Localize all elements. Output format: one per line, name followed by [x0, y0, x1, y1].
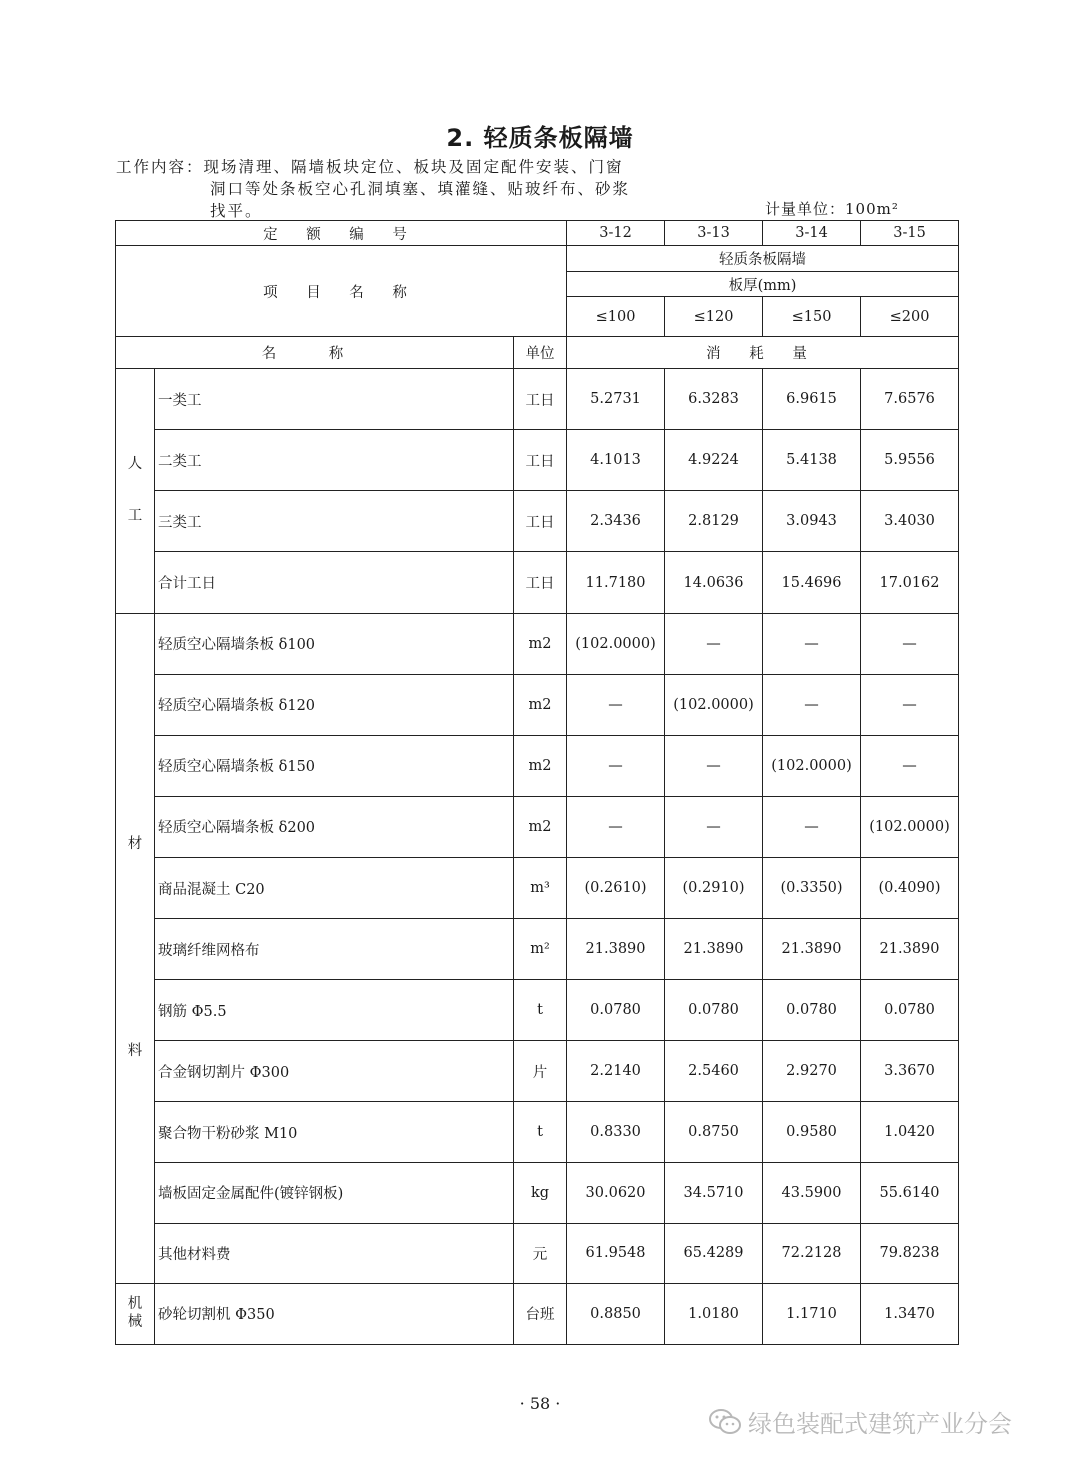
item-value: (102.0000)	[763, 735, 861, 796]
work-content	[116, 156, 630, 222]
item-value: (0.2910)	[665, 857, 763, 918]
item-value: 3.3670	[861, 1041, 959, 1102]
item-name: 砂轮切割机 Φ350	[155, 1283, 514, 1344]
item-name: 合金钢切割片 Φ300	[155, 1041, 514, 1102]
item-value: 0.0780	[665, 980, 763, 1041]
item-value: 0.8750	[665, 1102, 763, 1163]
thickness-value: ≤200	[861, 297, 959, 337]
item-unit: 工日	[514, 369, 567, 430]
item-name: 聚合物干粉砂浆 M10	[155, 1102, 514, 1163]
item-value: 21.3890	[567, 919, 665, 980]
item-value: 17.0162	[861, 552, 959, 613]
item-value: (102.0000)	[567, 613, 665, 674]
wechat-icon	[708, 1408, 742, 1436]
item-value: 21.3890	[763, 919, 861, 980]
watermark	[708, 1404, 1012, 1439]
item-value: 0.0780	[567, 980, 665, 1041]
item-unit: t	[514, 980, 567, 1041]
item-value: 6.9615	[763, 369, 861, 430]
item-name: 三类工	[155, 491, 514, 552]
item-name: 轻质空心隔墙条板 δ150	[155, 735, 514, 796]
item-value: —	[567, 735, 665, 796]
measure-unit: 计量单位：100m²	[765, 200, 899, 218]
item-value: 7.6576	[861, 369, 959, 430]
item-value: 11.7180	[567, 552, 665, 613]
item-value: (102.0000)	[665, 674, 763, 735]
item-value: 0.0780	[861, 980, 959, 1041]
table-row	[116, 980, 959, 1041]
item-value: 6.3283	[665, 369, 763, 430]
item-name: 商品混凝土 C20	[155, 857, 514, 918]
quota-code: 3-15	[861, 221, 959, 246]
table-row	[116, 430, 959, 491]
table-row	[116, 491, 959, 552]
quota-code: 3-14	[763, 221, 861, 246]
item-value: —	[567, 674, 665, 735]
item-value: 43.5900	[763, 1163, 861, 1223]
item-value: 61.9548	[567, 1223, 665, 1283]
category-machinery: 机 械	[116, 1283, 155, 1344]
category-labor: 人 工	[116, 369, 155, 613]
thickness-value: ≤150	[763, 297, 861, 337]
thickness-label: 板厚(mm)	[567, 272, 959, 297]
item-name: 轻质空心隔墙条板 δ200	[155, 796, 514, 857]
quota-number-label: 定 额 编 号	[116, 221, 567, 246]
item-value: —	[861, 674, 959, 735]
item-unit: m²	[514, 919, 567, 980]
table-row	[116, 1102, 959, 1163]
item-value: 34.5710	[665, 1163, 763, 1223]
item-name: 玻璃纤维网格布	[155, 919, 514, 980]
quota-table	[115, 220, 959, 1345]
item-value: —	[665, 613, 763, 674]
item-value: 0.0780	[763, 980, 861, 1041]
item-value: —	[665, 796, 763, 857]
item-value: 2.5460	[665, 1041, 763, 1102]
item-value: —	[763, 613, 861, 674]
work-content-label: 工作内容：	[116, 158, 204, 176]
item-value: 4.1013	[567, 430, 665, 491]
consumption-header: 消 耗 量	[567, 337, 959, 369]
table-row	[116, 735, 959, 796]
item-unit: 片	[514, 1041, 567, 1102]
item-value: —	[861, 735, 959, 796]
unit-header: 单位	[514, 337, 567, 369]
quota-code: 3-12	[567, 221, 665, 246]
table-row	[116, 919, 959, 980]
item-value: 79.8238	[861, 1223, 959, 1283]
item-value: 2.3436	[567, 491, 665, 552]
table-row	[116, 796, 959, 857]
item-unit: 工日	[514, 491, 567, 552]
item-name: 二类工	[155, 430, 514, 491]
thickness-value: ≤120	[665, 297, 763, 337]
item-value: 21.3890	[861, 919, 959, 980]
item-unit: 工日	[514, 552, 567, 613]
item-value: —	[763, 796, 861, 857]
column-header-row	[116, 337, 959, 369]
item-value: 72.2128	[763, 1223, 861, 1283]
item-value: (0.4090)	[861, 857, 959, 918]
item-name: 其他材料费	[155, 1223, 514, 1283]
item-value: 2.9270	[763, 1041, 861, 1102]
item-name: 轻质空心隔墙条板 δ120	[155, 674, 514, 735]
item-name-label: 项 目 名 称	[116, 246, 567, 337]
item-value: 4.9224	[665, 430, 763, 491]
page-title: 2. 轻质条板隔墙	[446, 124, 634, 152]
table-row	[116, 552, 959, 613]
item-name: 钢筋 Φ5.5	[155, 980, 514, 1041]
table-row	[116, 613, 959, 674]
item-value: 15.4696	[763, 552, 861, 613]
item-value: 5.9556	[861, 430, 959, 491]
item-value: —	[665, 735, 763, 796]
item-value: 14.0636	[665, 552, 763, 613]
category-material: 材 料	[116, 613, 155, 1283]
item-value: 65.4289	[665, 1223, 763, 1283]
item-value: (0.3350)	[763, 857, 861, 918]
item-name: 轻质空心隔墙条板 δ100	[155, 613, 514, 674]
work-content-line-2: 洞口等处条板空心孔洞填塞、填灌缝、贴玻纤布、砂浆	[210, 180, 631, 198]
item-value: 1.0420	[861, 1102, 959, 1163]
item-value: 1.0180	[665, 1283, 763, 1344]
item-value: (0.2610)	[567, 857, 665, 918]
item-name: 合计工日	[155, 552, 514, 613]
item-value: 5.2731	[567, 369, 665, 430]
item-unit: m³	[514, 857, 567, 918]
group-title: 轻质条板隔墙	[567, 246, 959, 272]
item-value: 1.1710	[763, 1283, 861, 1344]
item-value: —	[763, 674, 861, 735]
item-unit: 元	[514, 1223, 567, 1283]
table-row	[116, 1163, 959, 1223]
item-value: 3.0943	[763, 491, 861, 552]
table-row	[116, 1041, 959, 1102]
item-unit: m2	[514, 613, 567, 674]
item-name: 一类工	[155, 369, 514, 430]
item-value: 2.2140	[567, 1041, 665, 1102]
name-header: 名 称	[116, 337, 514, 369]
work-content-line-1: 现场清理、隔墙板块定位、板块及固定配件安装、门窗	[203, 158, 624, 176]
item-unit: 工日	[514, 430, 567, 491]
item-value: 3.4030	[861, 491, 959, 552]
item-unit: m2	[514, 735, 567, 796]
item-value: 21.3890	[665, 919, 763, 980]
item-value: —	[861, 613, 959, 674]
item-value: 0.8850	[567, 1283, 665, 1344]
watermark-text: 绿色装配式建筑产业分会	[748, 1410, 1012, 1438]
item-value: 30.0620	[567, 1163, 665, 1223]
item-value: 0.9580	[763, 1102, 861, 1163]
table-row	[116, 369, 959, 430]
quota-number-row	[116, 221, 959, 246]
item-unit: t	[514, 1102, 567, 1163]
table-row	[116, 674, 959, 735]
work-content-line-3: 找平。	[210, 202, 263, 220]
item-value: (102.0000)	[861, 796, 959, 857]
item-unit: m2	[514, 796, 567, 857]
page-number: · 58 ·	[519, 1394, 561, 1413]
item-value: —	[567, 796, 665, 857]
item-unit: kg	[514, 1163, 567, 1223]
item-value: 55.6140	[861, 1163, 959, 1223]
item-value: 0.8330	[567, 1102, 665, 1163]
item-value: 2.8129	[665, 491, 763, 552]
table-row	[116, 1283, 959, 1344]
quota-code: 3-13	[665, 221, 763, 246]
thickness-value: ≤100	[567, 297, 665, 337]
item-unit: 台班	[514, 1283, 567, 1344]
item-value: 1.3470	[861, 1283, 959, 1344]
item-name: 墙板固定金属配件(镀锌钢板)	[155, 1163, 514, 1223]
table-row	[116, 857, 959, 918]
item-value: 5.4138	[763, 430, 861, 491]
item-unit: m2	[514, 674, 567, 735]
table-row	[116, 1223, 959, 1283]
